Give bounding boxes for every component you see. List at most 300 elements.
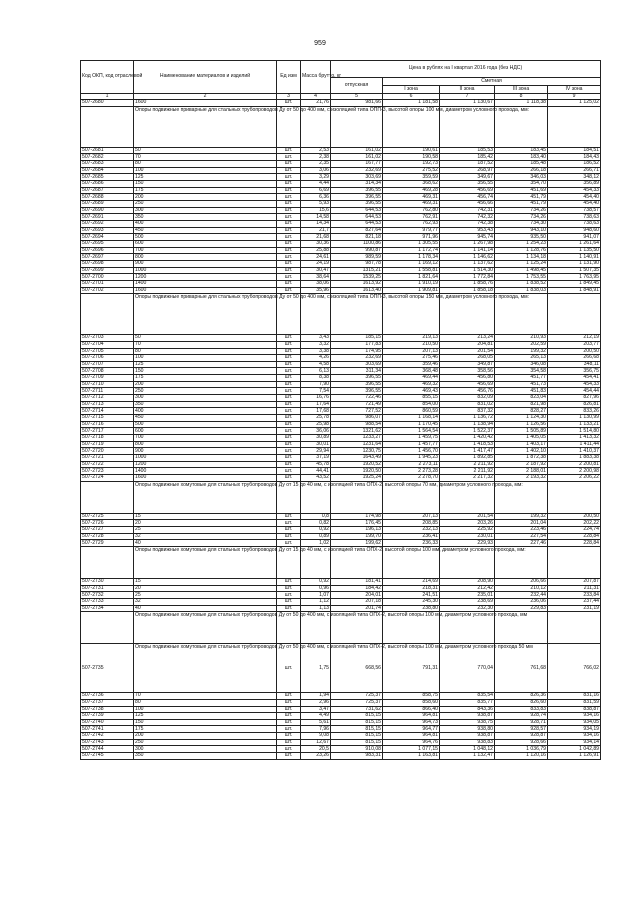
- item-zone-1-price: 2 273,11: [383, 461, 440, 468]
- item-zone-2-price: 201,54: [440, 348, 495, 355]
- item-mass: 3,29: [301, 174, 331, 181]
- item-zone-1-price: 241,51: [383, 592, 440, 599]
- item-zone-2-price: 2 211,92: [440, 468, 495, 475]
- item-zone-3-price: 2 193,32: [495, 474, 548, 481]
- item-zone-3-price: 185,48: [495, 161, 548, 168]
- table-row: [81, 605, 601, 612]
- table-row: [81, 348, 601, 355]
- table-row: [81, 401, 601, 408]
- item-zone-1-price: 469,43: [383, 388, 440, 395]
- table-row: [81, 274, 601, 281]
- item-release-price: 644,53: [331, 220, 383, 227]
- item-zone-1-price: 275,52: [383, 167, 440, 174]
- item-zone-4-price: 233,84: [548, 592, 601, 599]
- table-row: [81, 260, 601, 267]
- item-code: 507-2712: [81, 395, 134, 402]
- item-zone-4-price: 212,19: [548, 335, 601, 342]
- table-row: [81, 513, 601, 520]
- table-row: [81, 187, 601, 194]
- item-code: 507-2741: [81, 726, 134, 733]
- item-zone-3-price: 1 838,03: [495, 287, 548, 294]
- item-name: 32: [134, 598, 277, 605]
- item-zone-4-price: 934,05: [548, 719, 601, 726]
- item-release-price: 303,69: [331, 361, 383, 368]
- item-zone-1-price: 359,46: [383, 361, 440, 368]
- column-number: 9: [548, 94, 601, 100]
- item-zone-1-price: 1 305,55: [383, 240, 440, 247]
- item-mass: 3,43: [301, 335, 331, 342]
- item-name: 400: [134, 408, 277, 415]
- item-mass: 5,93: [301, 201, 331, 208]
- item-code: 507-2728: [81, 533, 134, 540]
- item-zone-4-price: 827,96: [548, 395, 601, 402]
- section-description: Опоры подвижные приварные для стальных трубопроводов Ду от 50 до 400 мм, с изоляцией типа ОПП-3, высотой опоры 150 мм, диаметром условного прохода, мм:: [134, 294, 277, 335]
- item-release-price: 196,13: [331, 526, 383, 533]
- item-zone-3-price: 451,79: [495, 194, 548, 201]
- item-code: 507-2726: [81, 520, 134, 527]
- item-release-price: 177,83: [331, 341, 383, 348]
- item-zone-1-price: 964,76: [383, 739, 440, 746]
- item-zone-3-price: 2 187,92: [495, 461, 548, 468]
- table-row: [81, 598, 601, 605]
- item-mass: 6,69: [301, 187, 331, 194]
- item-zone-3-price: 1 036,79: [495, 746, 548, 753]
- item-code: 507-2732: [81, 592, 134, 599]
- table-row: [81, 388, 601, 395]
- item-code: 507-2686: [81, 181, 134, 188]
- item-zone-1-price: 469,44: [383, 375, 440, 382]
- item-zone-3-price: 451,79: [495, 201, 548, 208]
- item-zone-4-price: 454,41: [548, 375, 601, 382]
- item-zone-3-price: 183,45: [495, 147, 548, 154]
- item-zone-1-price: 469,31: [383, 201, 440, 208]
- item-mass: 15,6: [301, 207, 331, 214]
- item-mass: 1,13: [301, 605, 331, 612]
- item-unit: шт.: [277, 260, 301, 267]
- item-name: 32: [134, 533, 277, 540]
- item-unit: шт.: [277, 174, 301, 181]
- item-zone-2-price: 235,01: [440, 592, 495, 599]
- item-code: 507-2697: [81, 254, 134, 261]
- item-mass: 21,7: [301, 227, 331, 234]
- section-description: Опоры подвижные хомутовые для стальных трубопроводов Ду от 50 до 400 мм, с изоляцией типа ОПХ-2, высотой опоры 100 мм, диаметром условного прохода, мм: [134, 612, 277, 644]
- item-zone-1-price: 964,73: [383, 719, 440, 726]
- item-mass: 0,82: [301, 520, 331, 527]
- item-zone-3-price: 1 872,38: [495, 455, 548, 462]
- item-unit: шт.: [277, 733, 301, 740]
- item-zone-3-price: 833,83: [495, 706, 548, 713]
- price-table: [80, 60, 601, 760]
- item-mass: 1,07: [301, 592, 331, 599]
- item-code: 507-2738: [81, 706, 134, 713]
- item-code: 507-2694: [81, 234, 134, 241]
- item-unit: шт.: [277, 287, 301, 294]
- item-zone-3-price: 202,59: [495, 341, 548, 348]
- item-name: 20: [134, 585, 277, 592]
- item-zone-4-price: 738,63: [548, 220, 601, 227]
- item-unit: шт.: [277, 719, 301, 726]
- item-unit: шт.: [277, 227, 301, 234]
- item-unit: шт.: [277, 533, 301, 540]
- item-code: 507-2696: [81, 247, 134, 254]
- item-zone-3-price: 928,71: [495, 719, 548, 726]
- item-zone-1-price: 1 459,75: [383, 435, 440, 442]
- item-unit: шт.: [277, 181, 301, 188]
- item-code: 507-2700: [81, 274, 134, 281]
- table-row: [81, 706, 601, 713]
- item-code: 507-2688: [81, 194, 134, 201]
- item-zone-1-price: 1 169,12: [383, 260, 440, 267]
- item-zone-2-price: 456,66: [440, 201, 495, 208]
- item-code: 507-2702: [81, 287, 134, 294]
- item-mass: 1,94: [301, 693, 331, 700]
- item-zone-1-price: 368,62: [383, 181, 440, 188]
- item-mass: 44,41: [301, 468, 331, 475]
- item-code: 507-2721: [81, 455, 134, 462]
- item-zone-4-price: 1 130,99: [548, 415, 601, 422]
- item-code: 507-2744: [81, 746, 134, 753]
- item-name: 300: [134, 207, 277, 214]
- item-name: 15: [134, 578, 277, 585]
- item-zone-3-price: 734,30: [495, 220, 548, 227]
- item-zone-1-price: 860,59: [383, 408, 440, 415]
- table-row: [81, 381, 601, 388]
- item-name: 150: [134, 181, 277, 188]
- item-unit: шт.: [277, 441, 301, 448]
- section-code-cell: [81, 106, 134, 147]
- item-release-price: 199,62: [331, 540, 383, 547]
- table-row: [81, 441, 601, 448]
- item-zone-1-price: 866,40: [383, 706, 440, 713]
- table-row: [81, 739, 601, 746]
- item-zone-2-price: 229,93: [440, 540, 495, 547]
- item-unit: шт.: [277, 585, 301, 592]
- item-zone-2-price: 837,32: [440, 408, 495, 415]
- item-code: 507-2733: [81, 598, 134, 605]
- item-release-price: 204,01: [331, 592, 383, 599]
- item-code: 507-2692: [81, 220, 134, 227]
- item-name: 40: [134, 605, 277, 612]
- header-code: Код ОКП, код отраслевой: [81, 61, 134, 94]
- item-zone-2-price: 953,43: [440, 227, 495, 234]
- item-mass: 2,35: [301, 161, 331, 168]
- item-mass: 0,96: [301, 585, 331, 592]
- item-zone-4-price: 831,59: [548, 699, 601, 706]
- item-zone-1-price: 964,81: [383, 713, 440, 720]
- table-row: [81, 375, 601, 382]
- item-mass: 30,47: [301, 267, 331, 274]
- item-release-price: 731,62: [331, 706, 383, 713]
- item-release-price: 201,74: [331, 605, 383, 612]
- item-zone-1-price: 469,32: [383, 381, 440, 388]
- item-release-price: 396,55: [331, 381, 383, 388]
- item-release-price: 303,69: [331, 174, 383, 181]
- item-code: 507-2724: [81, 474, 134, 481]
- item-unit: шт.: [277, 644, 301, 693]
- item-unit: шт.: [277, 408, 301, 415]
- item-zone-4-price: 186,52: [548, 161, 601, 168]
- item-unit: шт.: [277, 375, 301, 382]
- item-zone-4-price: 356,75: [548, 368, 601, 375]
- item-code: 507-2711: [81, 388, 134, 395]
- item-mass: 3,32: [301, 341, 331, 348]
- item-code: 507-2714: [81, 408, 134, 415]
- section-code-cell: [81, 612, 134, 644]
- item-zone-2-price: 832,09: [440, 395, 495, 402]
- item-release-price: 396,55: [331, 388, 383, 395]
- item-zone-2-price: 1 858,76: [440, 280, 495, 287]
- item-zone-1-price: 762,80: [383, 207, 440, 214]
- item-unit: шт.: [277, 468, 301, 475]
- item-name: 1600: [134, 474, 277, 481]
- item-unit: шт.: [277, 214, 301, 221]
- table-row: [81, 287, 601, 294]
- column-number: 8: [495, 94, 548, 100]
- item-code: 507-2715: [81, 415, 134, 422]
- item-zone-4-price: 1 763,95: [548, 274, 601, 281]
- item-zone-4-price: 1 848,91: [548, 287, 601, 294]
- item-code: 507-2684: [81, 167, 134, 174]
- item-name: 40: [134, 540, 277, 547]
- item-name: 700: [134, 435, 277, 442]
- item-mass: 45,78: [301, 461, 331, 468]
- item-mass: 43,52: [301, 474, 331, 481]
- item-zone-3-price: 1 403,17: [495, 441, 548, 448]
- item-zone-1-price: 762,93: [383, 220, 440, 227]
- item-code: 507-2723: [81, 468, 134, 475]
- item-zone-2-price: 1 858,18: [440, 287, 495, 294]
- item-release-price: 983,31: [331, 753, 383, 760]
- item-release-price: 396,55: [331, 194, 383, 201]
- item-unit: шт.: [277, 220, 301, 227]
- item-name: 175: [134, 726, 277, 733]
- item-zone-4-price: 833,26: [548, 408, 601, 415]
- column-number: 4: [301, 94, 331, 100]
- table-row: [81, 408, 601, 415]
- item-name: 500: [134, 421, 277, 428]
- section-code-cell: [81, 481, 134, 513]
- item-zone-2-price: 843,36: [440, 706, 495, 713]
- item-zone-1-price: 208,85: [383, 520, 440, 527]
- item-mass: 2,38: [301, 154, 331, 161]
- item-zone-3-price: 1 402,10: [495, 448, 548, 455]
- item-name: 200: [134, 194, 277, 201]
- item-name: 1200: [134, 274, 277, 281]
- item-zone-3-price: 346,03: [495, 174, 548, 181]
- item-release-price: 827,64: [331, 227, 383, 234]
- item-zone-4-price: 738,57: [548, 207, 601, 214]
- item-unit: шт.: [277, 726, 301, 733]
- item-zone-4-price: 1 140,91: [548, 254, 601, 261]
- item-zone-1-price: 275,46: [383, 355, 440, 362]
- item-name: 300: [134, 746, 277, 753]
- item-mass: 37,19: [301, 455, 331, 462]
- item-unit: шт.: [277, 355, 301, 362]
- item-zone-1-price: 858,75: [383, 693, 440, 700]
- item-code: 507-2698: [81, 260, 134, 267]
- item-release-price: 725,37: [331, 699, 383, 706]
- table-row: [81, 540, 601, 547]
- item-release-price: 174,98: [331, 513, 383, 520]
- item-zone-4-price: 184,43: [548, 154, 601, 161]
- section-description: Опоры подвижные хомутовые для стальных трубопроводов Ду от 15 до 40 мм, с изоляцией типа ОПХ-2, высотой опоры 70 мм, диаметром условного прохода, мм:: [134, 481, 277, 513]
- item-zone-1-price: 192,73: [383, 161, 440, 168]
- item-zone-3-price: 928,74: [495, 713, 548, 720]
- table-row: [81, 578, 601, 585]
- item-unit: шт.: [277, 100, 301, 107]
- item-zone-2-price: 225,92: [440, 526, 495, 533]
- item-zone-2-price: 1 137,62: [440, 260, 495, 267]
- item-unit: шт.: [277, 361, 301, 368]
- table-row: [81, 713, 601, 720]
- item-code: 507-2695: [81, 240, 134, 247]
- item-zone-4-price: 184,51: [548, 147, 601, 154]
- item-mass: 35,96: [301, 287, 331, 294]
- table-row: [81, 533, 601, 540]
- header-unit: Ед изм: [277, 61, 301, 94]
- item-zone-1-price: 1 910,19: [383, 280, 440, 287]
- item-unit: шт.: [277, 234, 301, 241]
- item-zone-3-price: 354,58: [495, 368, 548, 375]
- item-zone-1-price: 1 821,64: [383, 274, 440, 281]
- item-zone-2-price: 1 514,30: [440, 267, 495, 274]
- item-release-price: 644,53: [331, 207, 383, 214]
- item-unit: шт.: [277, 428, 301, 435]
- item-name: 1400: [134, 280, 277, 287]
- item-release-price: 1643,49: [331, 455, 383, 462]
- table-row: [81, 167, 601, 174]
- table-body: [81, 100, 601, 760]
- item-zone-2-price: 835,77: [440, 699, 495, 706]
- item-unit: шт.: [277, 335, 301, 342]
- item-zone-3-price: 346,08: [495, 361, 548, 368]
- item-zone-4-price: 237,44: [548, 598, 601, 605]
- item-name: 175: [134, 375, 277, 382]
- item-release-price: 722,46: [331, 395, 383, 402]
- item-zone-3-price: 1 838,52: [495, 280, 548, 287]
- item-zone-4-price: 934,16: [548, 713, 601, 720]
- item-zone-1-price: 1 564,54: [383, 428, 440, 435]
- item-name: 300: [134, 395, 277, 402]
- item-zone-1-price: 1 181,58: [383, 100, 440, 107]
- table-row: [81, 154, 601, 161]
- item-unit: шт.: [277, 194, 301, 201]
- item-zone-1-price: 210,50: [383, 341, 440, 348]
- item-zone-2-price: 1 048,12: [440, 746, 495, 753]
- table-row: [81, 194, 601, 201]
- table-row: [81, 341, 601, 348]
- item-zone-2-price: 230,01: [440, 533, 495, 540]
- item-zone-4-price: 224,74: [548, 526, 601, 533]
- item-zone-4-price: 1 883,38: [548, 455, 601, 462]
- item-zone-3-price: 1 254,23: [495, 240, 548, 247]
- item-name: 350: [134, 401, 277, 408]
- item-name: 150: [134, 719, 277, 726]
- item-release-price: 161,02: [331, 147, 383, 154]
- item-zone-3-price: 823,04: [495, 395, 548, 402]
- item-zone-4-price: 348,11: [548, 361, 601, 368]
- item-name: 25: [134, 592, 277, 599]
- item-name: 500: [134, 234, 277, 241]
- header-zone-3: III зона: [495, 86, 548, 94]
- table-row: [81, 254, 601, 261]
- item-zone-2-price: 349,67: [440, 174, 495, 181]
- item-zone-3-price: 210,93: [495, 335, 548, 342]
- item-zone-4-price: 1 126,91: [548, 753, 601, 760]
- item-name: 450: [134, 227, 277, 234]
- item-zone-1-price: 854,00: [383, 401, 440, 408]
- item-unit: шт.: [277, 247, 301, 254]
- item-zone-4-price: 2 200,81: [548, 461, 601, 468]
- empty-cell: [548, 294, 601, 335]
- item-release-price: 981,66: [331, 100, 383, 107]
- item-name: 70: [134, 693, 277, 700]
- item-zone-4-price: 266,71: [548, 167, 601, 174]
- item-zone-4-price: 2 206,22: [548, 474, 601, 481]
- item-zone-3-price: 1 125,24: [495, 260, 548, 267]
- item-unit: шт.: [277, 461, 301, 468]
- table-row: [81, 174, 601, 181]
- item-mass: 38,64: [301, 274, 331, 281]
- item-unit: шт.: [277, 267, 301, 274]
- table-row: [81, 247, 601, 254]
- item-zone-3-price: 265,13: [495, 355, 548, 362]
- item-zone-4-price: 454,40: [548, 201, 601, 208]
- item-zone-2-price: 742,32: [440, 214, 495, 221]
- item-release-price: 1613,40: [331, 287, 383, 294]
- table-row: [81, 592, 601, 599]
- item-mass: 3,38: [301, 348, 331, 355]
- item-zone-1-price: 207,13: [383, 513, 440, 520]
- item-zone-3-price: 451,83: [495, 388, 548, 395]
- item-zone-4-price: 454,40: [548, 194, 601, 201]
- item-release-price: 721,49: [331, 401, 383, 408]
- item-code: 507-2730: [81, 578, 134, 585]
- item-release-price: 161,02: [331, 154, 383, 161]
- item-release-price: 910,08: [331, 746, 383, 753]
- item-zone-4-price: 454,44: [548, 388, 601, 395]
- table-row: [81, 227, 601, 234]
- item-zone-3-price: 734,26: [495, 214, 548, 221]
- item-zone-4-price: 738,63: [548, 214, 601, 221]
- item-code: 507-2727: [81, 526, 134, 533]
- item-zone-1-price: 791,31: [383, 644, 440, 693]
- item-zone-2-price: 232,30: [440, 605, 495, 612]
- item-release-price: 1231,64: [331, 441, 383, 448]
- item-zone-1-price: 236,33: [383, 540, 440, 547]
- item-zone-4-price: 2 200,98: [548, 468, 601, 475]
- item-zone-3-price: 1 405,05: [495, 435, 548, 442]
- item-name: 100: [134, 167, 277, 174]
- item-mass: 1,02: [301, 540, 331, 547]
- item-code: 507-2729: [81, 540, 134, 547]
- item-zone-3-price: 1 120,16: [495, 753, 548, 760]
- item-mass: 5,61: [301, 719, 331, 726]
- item-unit: шт.: [277, 605, 301, 612]
- item-code: 507-2709: [81, 375, 134, 382]
- item-zone-4-price: 348,12: [548, 174, 601, 181]
- item-mass: 16,76: [301, 395, 331, 402]
- item-name: 450: [134, 415, 277, 422]
- item-name: 80: [134, 348, 277, 355]
- item-release-price: 184,42: [331, 585, 383, 592]
- item-release-price: 988,54: [331, 421, 383, 428]
- section-heading-row: [81, 612, 601, 644]
- item-zone-3-price: 210,12: [495, 585, 548, 592]
- item-code: 507-2737: [81, 699, 134, 706]
- item-release-price: 1920,52: [331, 461, 383, 468]
- item-zone-2-price: 208,90: [440, 578, 495, 585]
